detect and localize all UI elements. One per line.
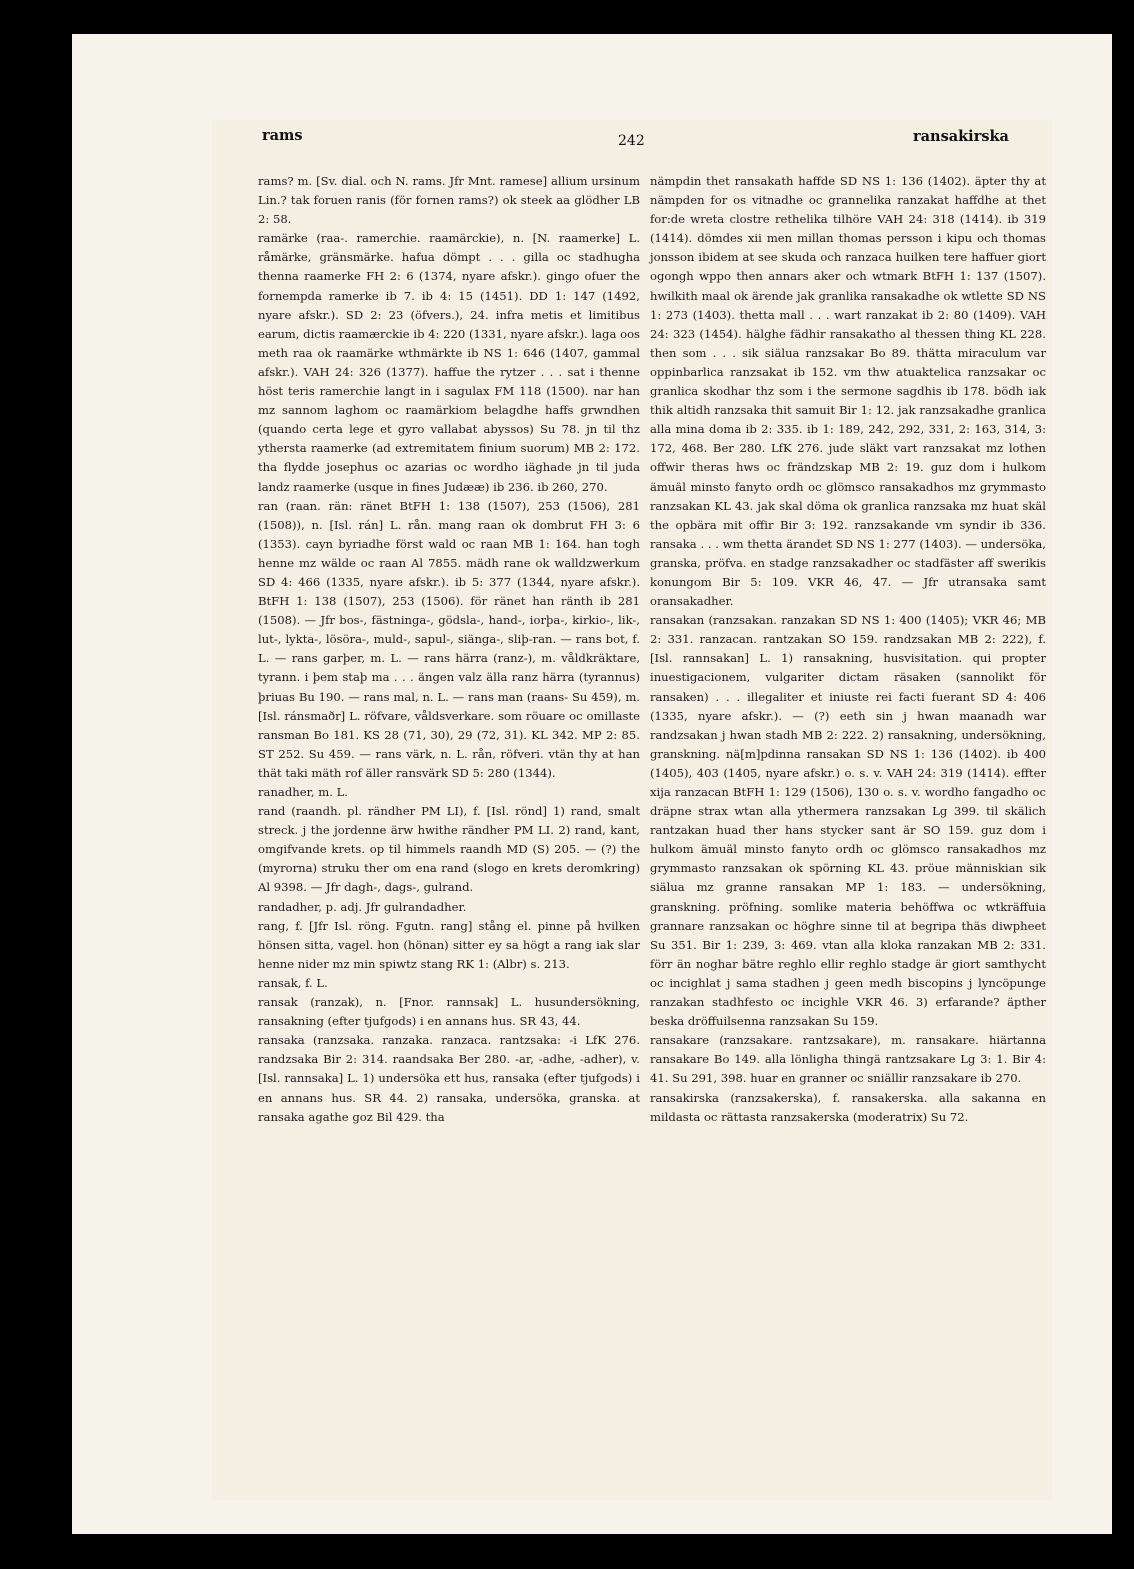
entry-ransakare: ransakare (ranzsakare. rantzsakare), m. ransakare. hiärtanna ransakare Bo 149. alla lönligha thingä rantzsakare Lg 3: 1. Bir 4: 41. Su 291, 398. huar en granner oc sniällir ranzsakare ib 270. <box>650 1033 1046 1086</box>
page-number: 242 <box>618 133 645 149</box>
right-column <box>650 172 1046 1127</box>
entry-ransakirska: ransakirska (ranzsakerska), f. ransakerska. alla sakanna en mildasta oc rättasta ranzsakerska (moderatrix) Su 72. <box>650 1090 1046 1124</box>
entry-randadher: randadher, p. adj. Jfr gulrandadher. <box>258 899 467 914</box>
header-right-word: ransakirska <box>913 128 1009 145</box>
left-column <box>258 172 640 1127</box>
right-black-border <box>1118 0 1134 1569</box>
entry-rams: rams? m. [Sv. dial. och N. rams. Jfr Mnt. ramese] allium ursinum Lin.? tak foruen ranis (för fornen rams?) ok steek aa glödher LB 2: 58. <box>258 174 640 227</box>
entry-rang: rang, f. [Jfr Isl. röng. Fgutn. rang] stång el. pinne på hvilken hönsen sitta, vagel. hon (hönan) sitter ey sa högt a rang iak slar henne nider mz min spiwtz stang RK 1: (Albr) s. 213. <box>258 918 640 971</box>
entry-ranadher: ranadher, m. L. <box>258 785 348 799</box>
entry-ransak-n: ransak (ranzak), n. [Fnor. rannsak] L. husundersökning, ransakning (efter tjufgods) i en annans hus. SR 43, 44. <box>258 995 640 1029</box>
entry-ransaka: ransaka (ranzsaka. ranzaka. ranzaca. rantzsaka: -i LfK 276. randzsaka Bir 2: 314. raandsaka Ber 280. -ar, -adhe, -adher), v. [Isl. rannsaka] L. 1) undersöka ett hus, ransaka (efter tjufgods) i en annans hus. SR 44. 2) ransaka, undersöka, granska. at ransaka agathe goz Bil 429. tha <box>258 1033 640 1124</box>
entry-ransak-f: ransak, f. L. <box>258 975 328 990</box>
entry-ransaka-cont: nämpdin thet ransakath haffde SD NS 1: 136 (1402). äpter thy at nämpden for os vitnadhe oc grannelika ranzakat haffdhe at thet for:de wreta clostre rethelika tilhöre VAH 24: 318 (1414). ib 319 (1414). dömdes xii men millan thomas persson i kipu och thomas jonsson ibidem at see skuda och ranzaca huilken tere haffuer giort ogongh wppo then annars aker och wtmark BtFH 1: 137 (1507). hwilkith maal ok ärende jak granlika ransakadhe ok wtlette SD NS 1: 273 (1403). thetta mall . . . wart ranzakat ib 2: 80 (1409). VAH 24: 323 (1454). hälghe fädhir ransakatho al thessen thing KL 228. then som . . . sik siälua ranzsakar Bo 89. thätta miraculum var oppinbarlica ranzsakat ib 152. vm thw atuaktelica ranzsakar oc granlica skodhar thz som i the sermone sagdhis ib 178. bödh iak thik altidh ranzsaka thit samuit Bir 1: 12. jak ranzsakadhe granlica alla mina doma ib 2: 335. ib 1: 189, 242, 292, 331, 2: 163, 314, 3: 172, 468. Ber 280. LfK 276. jude släkt vart ranzsakat mz lothen offwir theras hws oc fränd​zskap MB 2: 19. guz dom i hulkom ämuäl minsto fanyto ordh oc glömsco ransakadhos mz grymmasto ranzsakan KL 43. jak skal döma ok granlica ranzsaka mz huat skäl the opbära mit offir Bir 3: 192. ranzsakande vm syndir ib 336. ransaka . . . wm thetta ärandet SD NS 1: 277 (1403). — undersöka, granska, pröfva. en stadge ranzsakadher oc stadfäster aff swerikis konungom Bir 5: 109. VKR 46, 47. — Jfr utransaka samt oransakadher. <box>650 174 1046 609</box>
header-left-word: rams <box>262 127 303 144</box>
entry-ramarke: ramärke (raa-. ramerchie. raamärckie), n. [N. raamerke] L. råmärke, gränsmärke. hafua dömpt . . . gilla oc stadhugha thenna raamerke FH 2: 6 (1374, nyare afskr.). gingo ofuer the fornempda ramerke ib 7. ib 4: 15 (1451). DD 1: 147 (1492, nyare afskr.). SD 2: 23 (öfvers.), 24. infra metis et limitibus earum, dictis raamærckie ib 4: 220 (1331, nyare afskr.). laga oos meth raa ok raamärke wthmärkte ib NS 1: 646 (1407, gammal afskr.). VAH 24: 326 (1377). haffue the rytzer . . . sat i thenne höst teris ramerchie langt in i sagulax FM 118 (1500). nar han mz sannom laghom oc raamärkiom belagdhe haffs grwndhen (quando certa lege et gyro vallabat abyssos) Su 78. jn til thz ythersta raamerke (ad extremitatem finium suorum) MB 2: 172. tha flydde josephus oc azarias oc wordho iäghade jn til juda landz raamerke (usque in fines Judææ) ib 236. ib 260, 270. <box>258 231 640 494</box>
entry-ran: ran (raan. rän: ränet BtFH 1: 138 (1507), 253 (1506), 281 (1508)), n. [Isl. rán] L. rån. mang raan ok dombrut FH 3: 6 (1353). cayn byriadhe först wald oc raan MB 1: 164. han togh henne mz wälde oc raan Al 7855. mädh rane ok walldzwerkum SD 4: 466 (1335, nyare afskr.). ib 5: 377 (1344, nyare afskr.). BtFH 1: 138 (1507), 253 (1506). för ränet han ränth ib 281 (1508). — Jfr bos-, fästninga-, gödsla-, hand-, iorþa-, kirkio-, lik-, lut-, lykta-, lösöra-, muld-, sapul-, siänga-, sliþ-ran. — rans bot, f. L. — rans garþer, m. L. — rans härra (ranz-), m. våldkräktare, tyrann. i þem staþ ma . . . ängen valz älla ranz härra (tyrannus) þriuas Bu 190. — rans mal, n. L. — rans man (raans- Su 459), m. [Isl. ránsmaðr] L. röfvare, våldsverkare. som röuare oc omillaste ransman Bo 181. KS 28 (71, 30), 29 (72, 31). KL 342. MP 2: 85. ST 252. Su 459. — rans värk, n. L. rån, röfveri. vtän thy at han thät taki mäth rof äller ransvärk SD 5: 280 (1344). <box>258 498 640 780</box>
entry-ransakan: ransakan (ranzsakan. ranzakan SD NS 1: 400 (1405); VKR 46; MB 2: 331. ranzacan. rantzakan SO 159. randzsakan MB 2: 222), f. [Isl. rannsakan] L. 1) ransakning, husvisitation. qui propter inuestigacionem, vulgariter dictam räsaken (sannolikt för ransaken) . . . illegaliter et iniuste rei facti fuerant SD 4: 406 (1335, nyare afskr.). — (?) eeth sin j hwan maanadh war randzsakan j hwan stadh MB 2: 222. 2) ransakning, undersökning, granskning. nä[m]pdinna ransakan SD NS 1: 136 (1402). ib 400 (1405), 403 (1405, nyare afskr.) o. s. v. VAH 24: 319 (1414). effter xija ranzacan BtFH 1: 129 (1506), 130 o. s. v. wordho fangadho oc dräpne strax wtan alla ythermera ranzsakan Lg 399. til skälich rantzakan huad ther hans stycker sant är SO 159. guz dom i hulkom ämuäl minsto fanyto ordh oc glömsco ransakadhos mz grymmasto ranzsakan ok spörning KL 43. pröue människian sik siälua mz granne ransakan MP 1: 183. — undersökning, granskning. pröfning. somlike materia behöffwa oc wtkräffuia grannare ranzsakan oc höghre sinne til at begripa thäs diwpheet Su 351. Bir 1: 239, 3: 469. vtan alla kloka ranzakan MB 2: 331. förr än noghar bätre reghlo ellir reghlo stadge är giort samthycht oc incighlat j sama stadhen j geen medh biscopins j lyncöpunge ranzakan stadhfesto oc incighle VKR 46. 3) erfarande? äpther beska dröffuilsenna ranzsakan Su 159. <box>650 613 1046 1029</box>
entry-rand: rand (raandh. pl. rändher PM LI), f. [Isl. rönd] 1) rand, smalt streck. j the jordenne ärw hwithe rändher PM LI. 2) rand, kant, omgifvande krets. op til himmels raandh MD (S) 205. — (?) the (myrorna) struku ther om ena rand (slogo en krets deromkring) Al 9398. — Jfr dagh-, dags-, gulrand. <box>258 804 640 895</box>
